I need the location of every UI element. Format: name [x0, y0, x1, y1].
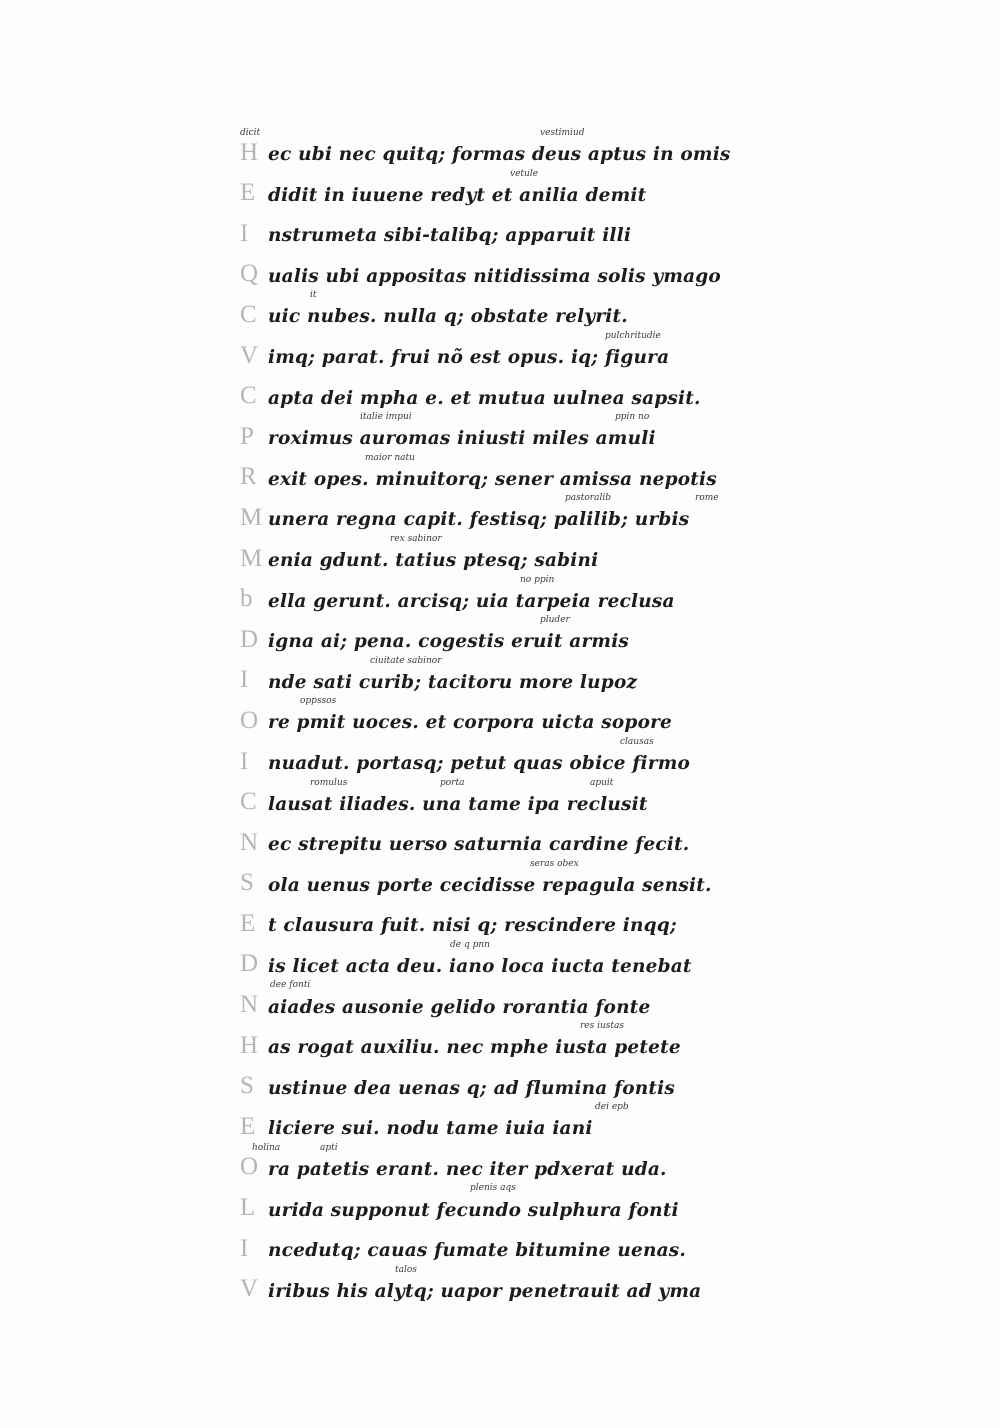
verse-text: ualis ubi appositas nitidissima solis ymago — [268, 265, 721, 287]
verse-initial: E — [240, 909, 256, 937]
interlinear-gloss: pastoralib — [565, 493, 611, 504]
verse-text: nuadut. portasq; petut quas obice firmo — [268, 753, 691, 774]
verse-line — [240, 1021, 760, 1062]
interlinear-gloss: ciuitate sabinor — [370, 655, 442, 666]
verse-line — [240, 818, 760, 859]
verse-text: iribus his alytq; uapor penetrauit ad yma — [268, 1280, 702, 1302]
verse-initial: O — [240, 1153, 259, 1181]
interlinear-gloss: talos — [395, 1264, 417, 1275]
verse-line — [240, 1062, 760, 1103]
verse-initial: N — [240, 991, 259, 1019]
verse-text: ec ubi nec quitq; formas deus aptus in omis — [268, 144, 731, 166]
interlinear-gloss: apuit — [590, 777, 614, 788]
verse-line — [240, 859, 760, 900]
verse-initial: M — [240, 503, 263, 531]
verse-text: ella gerunt. arcisq; uia tarpeia reclusa — [268, 590, 675, 612]
verse-text: ola uenus porte cecidisse repagula sensit. — [268, 874, 712, 896]
verse-text: as rogat auxiliu. nec mphe iusta petete — [268, 1037, 681, 1059]
interlinear-gloss: ppin no — [615, 412, 650, 423]
verse-line — [240, 899, 760, 940]
interlinear-gloss: holina — [252, 1142, 281, 1153]
verse-initial: I — [240, 747, 249, 775]
interlinear-gloss: dicit — [240, 128, 261, 138]
verse-text: uic nubes. nulla q; obstate relyrit. — [268, 306, 628, 328]
verse-initial: N — [240, 828, 259, 856]
verse-line — [240, 940, 760, 981]
verse-line — [240, 1102, 760, 1143]
verse-line — [240, 980, 760, 1021]
verse-text: ncedutq; cauas fumate bitumine uenas. — [268, 1240, 687, 1262]
interlinear-gloss: maior natu — [365, 452, 415, 463]
verse-line — [240, 575, 760, 616]
interlinear-gloss: de q pnn — [450, 939, 490, 950]
interlinear-gloss: apti — [320, 1142, 338, 1153]
verse-initial: C — [240, 300, 257, 328]
verse-initial: H — [240, 1031, 259, 1059]
verse-text: aiades ausonie gelido rorantia fonte — [268, 996, 651, 1018]
interlinear-gloss: plenis aqs — [470, 1183, 516, 1194]
verse-line — [240, 331, 760, 372]
verse-text: didit in iuuene redyt et anilia demit — [268, 184, 647, 206]
verse-line — [240, 696, 760, 737]
verse-line — [240, 169, 760, 210]
verse-initial: P — [240, 422, 254, 450]
verse-text: exit opes. minuitorq; sener amissa nepotis — [268, 468, 717, 490]
verse-line — [240, 372, 760, 413]
verse-text: enia gdunt. tatius ptesq; sabini — [268, 550, 599, 572]
verse-text: liciere sui. nodu tame iuia iani — [268, 1118, 593, 1140]
verse-line — [240, 128, 760, 169]
interlinear-gloss: rex sabinor — [390, 533, 442, 544]
verse-line — [240, 534, 760, 575]
verse-line — [240, 250, 760, 291]
verse-initial: E — [240, 179, 256, 207]
verse-line — [240, 209, 760, 250]
verse-line — [240, 615, 760, 656]
verse-lines — [240, 128, 760, 1305]
verse-text: re pmit uoces. et corpora uicta sopore — [268, 712, 673, 734]
interlinear-gloss: seras obex — [530, 858, 579, 869]
verse-line — [240, 412, 760, 453]
verse-line — [240, 1224, 760, 1265]
verse-initial: V — [240, 1275, 259, 1303]
verse-text: imq; parat. frui nõ est opus. iq; figura — [268, 347, 670, 369]
verse-text: lausat iliades. una tame ipa reclusit — [268, 793, 648, 815]
interlinear-gloss: vetule — [510, 168, 539, 179]
verse-initial: Q — [240, 260, 259, 288]
verse-text: ec strepitu uerso saturnia cardine fecit. — [268, 834, 690, 856]
interlinear-gloss: it — [310, 290, 317, 301]
verse-text: nstrumeta sibi-talibq; apparuit illi — [268, 225, 632, 247]
verse-text: t clausura fuit. nisi q; rescindere inqq; — [268, 915, 677, 937]
verse-line — [240, 290, 760, 331]
verse-text: urida supponut fecundo sulphura fonti — [268, 1199, 679, 1221]
verse-text: apta dei mpha e. et mutua uulnea sapsit. — [268, 387, 701, 409]
verse-initial: I — [240, 666, 249, 694]
interlinear-gloss: res iustas — [580, 1021, 625, 1032]
interlinear-gloss: porta — [440, 777, 465, 788]
verse-line — [240, 1143, 760, 1184]
interlinear-gloss: dei epb — [595, 1102, 629, 1113]
verse-text: ra patetis erant. nec iter pdxerat uda. — [268, 1158, 667, 1180]
verse-text: igna ai; pena. cogestis eruit armis — [268, 631, 630, 653]
verse-line — [240, 737, 760, 778]
verse-initial: L — [240, 1194, 256, 1222]
verse-initial: S — [240, 1072, 254, 1100]
verse-line — [240, 493, 760, 534]
interlinear-gloss: no ppin — [520, 574, 555, 585]
verse-text: ustinue dea uenas q; ad flumina fontis — [268, 1077, 676, 1099]
interlinear-gloss: oppssos — [300, 696, 337, 707]
interlinear-gloss: romulus — [310, 777, 348, 788]
verse-initial: S — [240, 869, 254, 897]
verse-line — [240, 1183, 760, 1224]
interlinear-gloss: italie impui — [360, 412, 412, 423]
verse-line — [240, 453, 760, 494]
verse-initial: D — [240, 625, 259, 653]
verse-initial: D — [240, 950, 259, 978]
verse-line — [240, 1265, 760, 1306]
verse-text: roximus auromas iniusti miles amuli — [268, 428, 656, 450]
interlinear-gloss: rome — [695, 493, 719, 504]
verse-initial: O — [240, 706, 259, 734]
interlinear-gloss: pluder — [540, 615, 570, 626]
verse-initial: M — [240, 544, 263, 572]
verse-initial: I — [240, 219, 249, 247]
interlinear-gloss: dee fonti — [270, 980, 311, 991]
verse-initial: H — [240, 138, 259, 166]
verse-text: is licet acta deu. iano loca iucta tenebat — [268, 955, 692, 977]
verse-initial: C — [240, 788, 257, 816]
interlinear-gloss: pulchritudie — [605, 330, 661, 341]
verse-initial: C — [240, 382, 257, 410]
verse-line — [240, 778, 760, 819]
verse-text: nde sati curib; tacitoru more lupoz — [268, 671, 638, 693]
interlinear-gloss: vestimiud — [540, 128, 585, 138]
verse-initial: b — [240, 585, 253, 613]
verse-initial: V — [240, 341, 259, 369]
verse-initial: R — [240, 463, 257, 491]
interlinear-gloss: clausas — [620, 736, 654, 747]
verse-text: unera regna capit. festisq; palilib; urbis — [268, 509, 690, 531]
verse-line — [240, 656, 760, 697]
verse-initial: I — [240, 1234, 249, 1262]
verse-initial: E — [240, 1112, 256, 1140]
